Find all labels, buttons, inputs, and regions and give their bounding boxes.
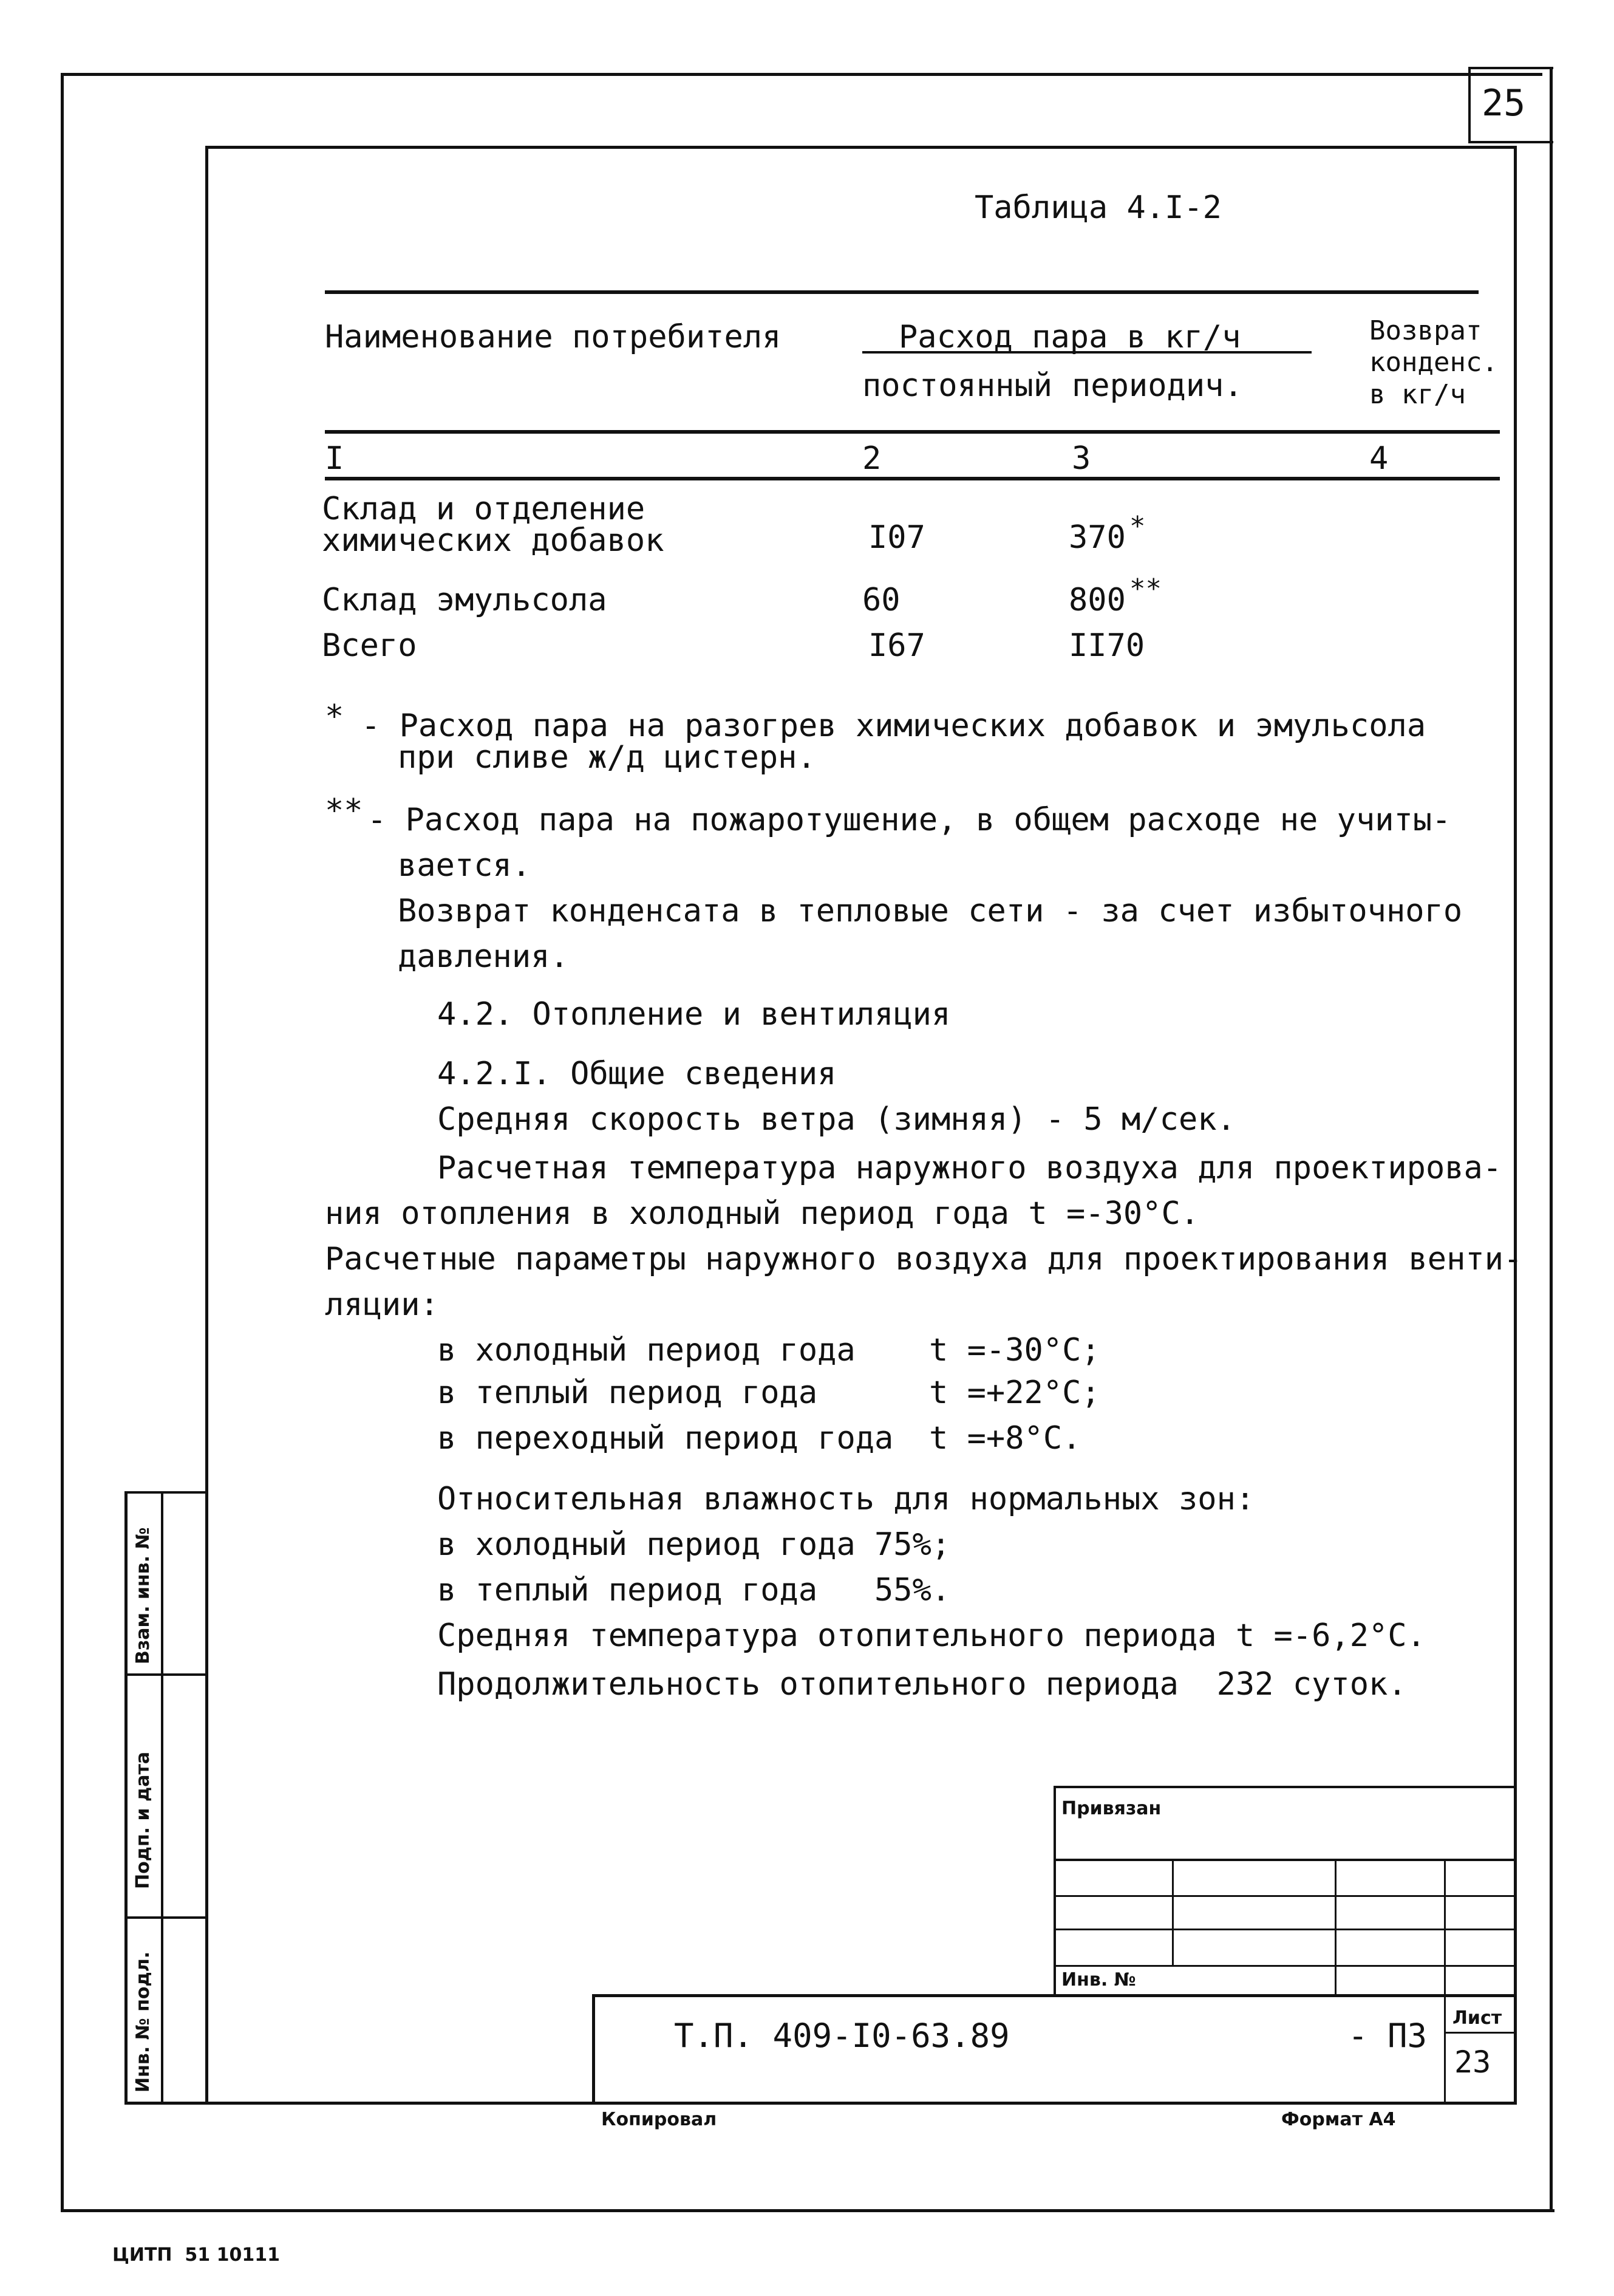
section-subheading: 4.2.I. Общие сведения: [437, 1056, 837, 1092]
outer-frame-top: [61, 73, 1542, 76]
format-label: Формат А4: [1281, 2109, 1396, 2130]
stamp-small-left: [1054, 1786, 1056, 1995]
vent-params-2: ляции:: [325, 1286, 439, 1323]
doc-suffix: - ПЗ: [1348, 2017, 1428, 2055]
col-header-return-2: конденс.: [1369, 347, 1498, 378]
side-label-inv-podl: Инв. № подл.: [132, 1951, 154, 2093]
row1-name-1: Склад и отделение: [322, 491, 645, 527]
side-label-vzam: Взам. инв. №: [132, 1527, 154, 1664]
note2-line2: вается.: [398, 847, 531, 884]
note2-line1: - Расход пара на пожаротушение, в общем расходе не учиты-: [367, 802, 1451, 838]
side-col-div2: [124, 1916, 208, 1919]
period-cold-value: t =-30°C;: [929, 1332, 1100, 1368]
humidity-cold-label: в холодный период года: [437, 1526, 856, 1563]
heating-duration: Продолжительность отопительного периода 232 суток.: [437, 1666, 1407, 1703]
stamp-privyazan: Привязан: [1061, 1798, 1162, 1819]
side-col-top: [124, 1491, 208, 1494]
row1-mark: *: [1129, 511, 1146, 542]
calc-heating-2: ния отопления в холодный период года t =-30°C.: [325, 1195, 1200, 1232]
inner-frame-top: [205, 146, 1517, 149]
row1-periodic: 370: [1069, 519, 1126, 556]
inner-frame-right: [1514, 146, 1517, 2105]
page-number: 25: [1482, 82, 1526, 125]
inner-frame-bottom: [124, 2102, 1517, 2105]
section-heading: 4.2. Отопление и вентиляция: [437, 996, 951, 1033]
avg-heating-temp: Средняя температура отопительного периода t =-6,2°C.: [437, 1618, 1426, 1654]
note-return-2: давления.: [398, 938, 569, 975]
title-block-top: [592, 1994, 1515, 1997]
note1-line2: при сливе ж/д цистерн.: [398, 739, 816, 776]
doc-code: Т.П. 409-I0-63.89: [674, 2017, 1010, 2055]
col-header-return-3: в кг/ч: [1369, 379, 1466, 410]
table-rule-numbers: [325, 477, 1500, 480]
humidity-title: Относительная влажность для нормальных зон:: [437, 1481, 1255, 1517]
table-rule-top: [325, 290, 1479, 294]
side-col-mid: [161, 1491, 163, 2105]
stamp-hline-4: [1054, 1965, 1515, 1967]
note-return-1: Возврат конденсата в тепловые сети - за счет избыточного: [398, 893, 1463, 929]
outer-frame-left: [61, 73, 64, 2211]
period-transit-label: в переходный период года: [437, 1420, 894, 1457]
row2-periodic: 800: [1069, 582, 1126, 618]
wind-speed: Средняя скорость ветра (зимняя) - 5 м/сек.: [437, 1101, 1236, 1138]
period-warm-value: t =+22°C;: [929, 1375, 1100, 1411]
col-header-periodic: периодич.: [1072, 367, 1243, 404]
stamp-hline-3: [1054, 1929, 1515, 1930]
table-title: Таблица 4.I-2: [975, 190, 1222, 226]
row2-constant: 60: [862, 582, 901, 618]
period-transit-value: t =+8°C.: [929, 1420, 1081, 1457]
row3-periodic: II70: [1069, 627, 1145, 664]
note1-line1: - Расход пара на разогрев химических добавок и эмульсола: [361, 708, 1426, 744]
page-box-bottom: [1468, 141, 1553, 143]
period-cold-label: в холодный период года: [437, 1332, 856, 1368]
side-label-podp: Подп. и дата: [132, 1751, 154, 1889]
stamp-vline-2: [1335, 1859, 1336, 1995]
inner-frame-left: [205, 146, 208, 2105]
stamp-vline-1: [1172, 1859, 1174, 1965]
stamp-hline-2: [1054, 1895, 1515, 1897]
stamp-inv-no: Инв. №: [1061, 1969, 1136, 1990]
period-warm-label: в теплый период года: [437, 1375, 818, 1411]
sheet-box-div: [1444, 2032, 1516, 2034]
humidity-warm-label: в теплый период года: [437, 1572, 818, 1608]
table-rule-head: [325, 430, 1500, 434]
copied-label: Копировал: [601, 2109, 717, 2130]
col-number-2: 2: [862, 440, 882, 477]
row2-mark: **: [1129, 573, 1162, 604]
stamp-hline-1: [1054, 1859, 1515, 1861]
sheet-label: Лист: [1452, 2007, 1502, 2029]
stamp-small-top: [1054, 1786, 1515, 1788]
note2-mark: **: [325, 793, 363, 829]
col-header-constant: постоянный: [862, 367, 1053, 404]
stamp-vline-3: [1444, 1859, 1446, 2105]
footer-code: ЦИТП 51 10111: [112, 2244, 280, 2266]
side-col-div1: [124, 1673, 208, 1676]
side-col-left: [124, 1491, 128, 2105]
col-header-group: Расход пара в кг/ч: [899, 319, 1241, 355]
outer-frame-right: [1550, 67, 1553, 2211]
col-header-name: Наименование потребителя: [325, 319, 781, 355]
row3-name: Всего: [322, 627, 417, 664]
title-block-left: [592, 1994, 595, 2103]
vent-params-1: Расчетные параметры наружного воздуха для проектирования венти-: [325, 1241, 1523, 1277]
row3-constant: I67: [868, 627, 925, 664]
row2-name: Склад эмульсола: [322, 582, 607, 618]
row1-name-2: химических добавок: [322, 522, 664, 559]
row1-constant: I07: [868, 519, 925, 556]
col-number-1: I: [325, 440, 344, 477]
calc-heating-1: Расчетная температура наружного воздуха для проектирова-: [437, 1150, 1502, 1186]
page-box-top: [1468, 67, 1553, 69]
col-number-4: 4: [1369, 440, 1389, 477]
humidity-warm-value: 55%.: [874, 1572, 951, 1608]
sheet-number: 23: [1454, 2045, 1491, 2080]
col-header-return-1: Возврат: [1369, 315, 1482, 346]
col-number-3: 3: [1072, 440, 1091, 477]
outer-frame-bottom: [61, 2209, 1554, 2212]
humidity-cold-value: 75%;: [874, 1526, 951, 1563]
page-box-left: [1468, 67, 1471, 143]
note1-mark: *: [325, 699, 344, 735]
